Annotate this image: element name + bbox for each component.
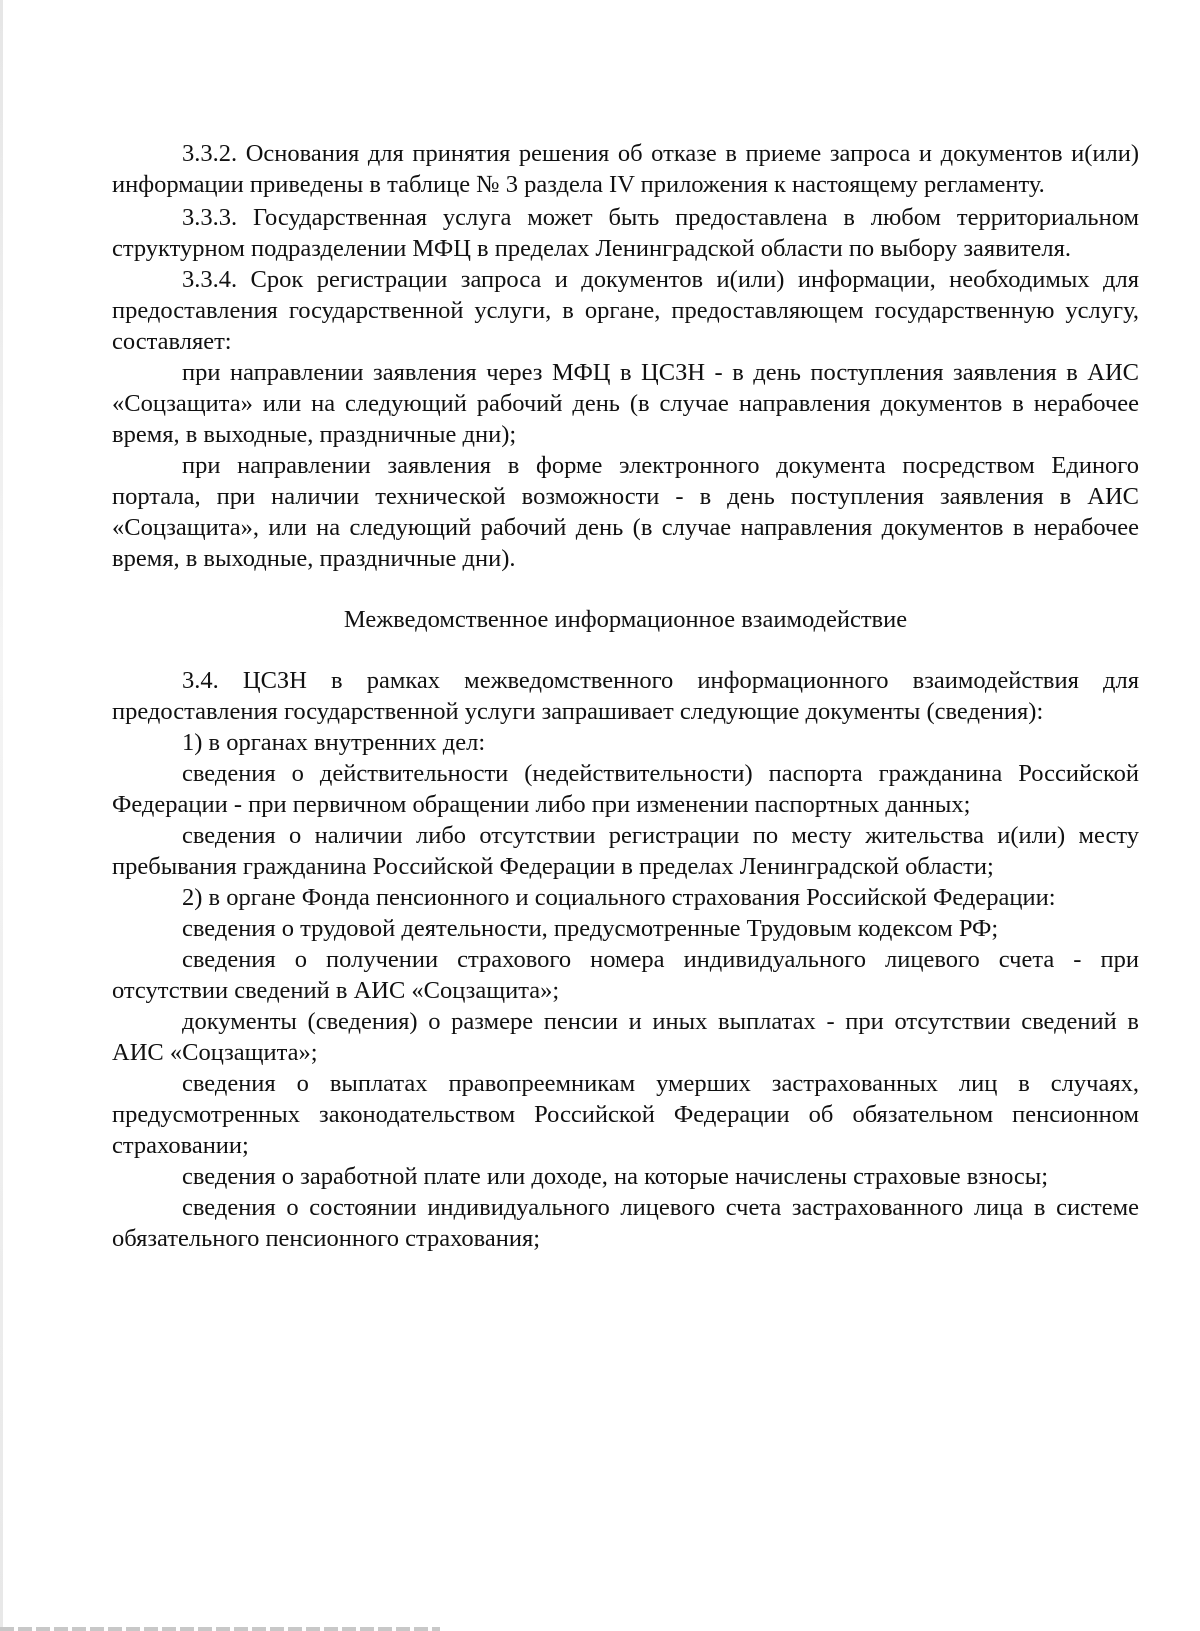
paragraph-3-4: 3.4. ЦСЗН в рамках межведомственного информационного взаимодействия для предоставления государственной услуги запрашивает следующие документы (сведения):	[112, 667, 1139, 725]
list-item-personal-account: сведения о состоянии индивидуального лицевого счета застрахованного лица в системе обязательного пенсионного страхования;	[112, 1194, 1139, 1252]
paragraph-3-3-2: 3.3.2. Основания для принятия решения об отказе в приеме запроса и документов и(или) информации приведены в таблице № 3 раздела IV приложения к настоящему регламенту.	[112, 140, 1139, 198]
list-item-pension-size: документы (сведения) о размере пенсии и иных выплатах - при отсутствии сведений в АИС «Соцзащита»;	[112, 1008, 1139, 1066]
list-item-successor-payments: сведения о выплатах правопреемникам умерших застрахованных лиц в случаях, предусмотренных законодательством Российской Федерации об обязательном пенсионном страховании;	[112, 1070, 1139, 1159]
document-page	[112, 138, 1139, 1254]
list-item-internal-affairs: 1) в органах внутренних дел:	[182, 729, 486, 756]
paragraph-3-3-3: 3.3.3. Государственная услуга может быть предоставлена в любом территориальном структурном подразделении МФЦ в пределах Ленинградской области по выбору заявителя.	[112, 204, 1139, 262]
list-item-registration: сведения о наличии либо отсутствии регистрации по месту жительства и(или) месту пребывания гражданина Российской Федерации в пределах Ленинградской области;	[112, 822, 1139, 880]
list-item-labor-activity: сведения о трудовой деятельности, предусмотренные Трудовым кодексом РФ;	[182, 915, 999, 942]
paragraph-3-3-4: 3.3.4. Срок регистрации запроса и документов и(или) информации, необходимых для предоставления государственной услуги, в органе, предоставляющем государственную услугу, составляет:	[112, 266, 1139, 355]
paragraph-portal-term: при направлении заявления в форме электронного документа посредством Единого портала, при наличии технической возможности - в день поступления заявления в АИС «Соцзащита», или на следующий рабочий день (в случае направления документов в нерабочее время, в выходные, праздничные дни).	[112, 452, 1139, 572]
list-item-salary: сведения о заработной плате или доходе, на которые начислены страховые взносы;	[182, 1163, 1049, 1190]
section-heading: Межведомственное информационное взаимодействие	[343, 606, 908, 633]
scan-edge-left	[0, 0, 3, 1631]
list-item-pension-fund: 2) в органе Фонда пенсионного и социального страхования Российской Федерации:	[182, 884, 1056, 911]
list-item-passport-validity: сведения о действительности (недействительности) паспорта гражданина Российской Федерации - при первичном обращении либо при изменении паспортных данных;	[112, 760, 1139, 818]
list-item-insurance-number: сведения о получении страхового номера индивидуального лицевого счета - при отсутствии сведений в АИС «Соцзащита»;	[112, 946, 1139, 1004]
paragraph-mfc-term: при направлении заявления через МФЦ в ЦСЗН - в день поступления заявления в АИС «Соцзащита» или на следующий рабочий день (в случае направления документов в нерабочее время, в выходные, праздничные дни);	[112, 359, 1139, 448]
scan-edge-bottom	[0, 1627, 440, 1631]
